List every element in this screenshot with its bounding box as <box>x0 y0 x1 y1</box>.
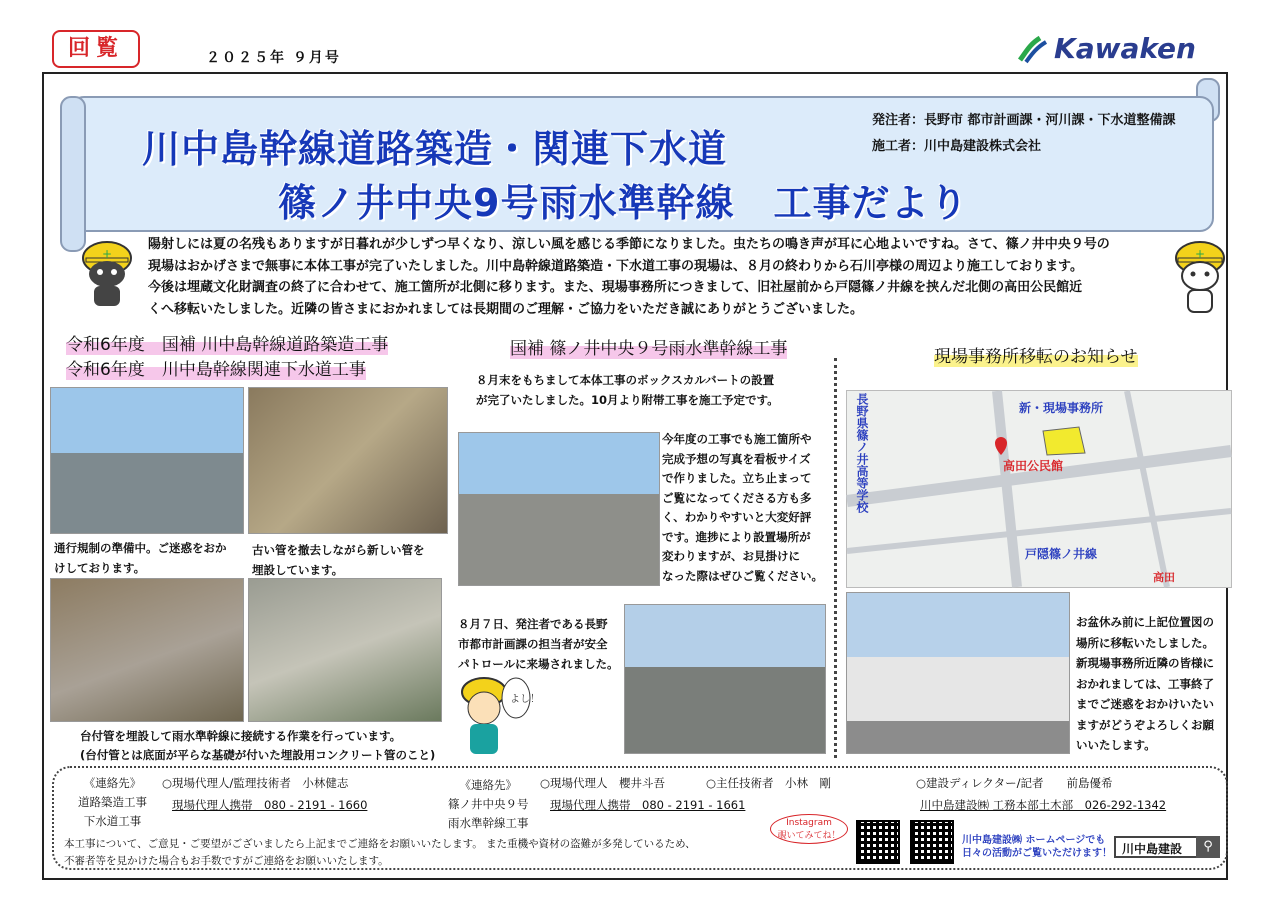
col2-text-2: 今年度の工事でも施工箇所や 完成予想の写真を看板サイズ で作りました。立ち止まって ご覧になってくださる方も多 く、わかりやすいと大変好評 です。進捗により設置場所が 変わりますが、お見掛けに なった際はぜひご覧ください。 <box>662 432 823 583</box>
contact-b-phone[interactable]: 現場代理人携帯 080 - 2191 - 1661 <box>550 798 746 812</box>
contractor: 施工者：川中島建設株式会社 <box>872 139 1042 154</box>
logo-text: Kawaken <box>1054 32 1196 65</box>
photo-base-pipe <box>50 578 244 722</box>
issuer: 発注者：長野市 都市計画課・河川課・下水道整備課 <box>872 113 1176 128</box>
caption-pipe: 古い管を撤去しながら新しい管を 埋設しています。 <box>252 543 425 577</box>
circulation-badge: 回覧 <box>52 30 140 68</box>
map-label-school <box>855 393 868 513</box>
contact-note: 本工事について、ご意見・ご要望がございましたら上記までご連絡をお願いいたします。 また重機や資材の盗難が多発しているため、 不審者等を見かけた場合もお手数ですがご連絡をお願いいたします。 <box>64 838 696 867</box>
photo-pipe-replacement <box>248 387 448 534</box>
instagram-bubble: Instagram 覗いてみてね！ <box>770 814 848 844</box>
intro-line: 陽射しには夏の名残もありますが日暮れが少しずつ早くなり、涼しい風を感じる季節になりました。虫たちの鳴き声が耳に心地よいですね。さて、篠ノ井中央９号の <box>148 237 1110 252</box>
title-line-2: 篠ノ井中央9号雨水準幹線 工事だより <box>278 181 969 225</box>
caption-base-pipe: 台付管を埋設して雨水準幹線に接続する作業を行っています。 <box>80 729 402 743</box>
contact-a-label: 《連絡先》 道路築造工事 下水道工事 <box>78 776 147 828</box>
banner-scroll-left <box>60 96 86 252</box>
map-label-pref: 長野県 <box>855 393 869 429</box>
column-divider <box>834 358 837 758</box>
intro-line: くへ移転いたしました。近隣の皆さまにおかれましては長期間のご理解・ご協力をいただき誠にありがとうございました。 <box>148 301 864 317</box>
contact-a-phone[interactable]: 現場代理人携帯 080 - 2191 - 1660 <box>172 798 368 812</box>
contact-b-person-2: ○主任技術者 小林 剛 <box>706 776 832 790</box>
caption-traffic: 通行規制の準備中。ご迷惑をおか けしております。 <box>54 541 227 575</box>
search-icon[interactable]: ⚲ <box>1196 836 1220 858</box>
svg-text:+: + <box>1195 247 1206 261</box>
col1-heading-1: 令和6年度 国補 川中島幹線道路築造工事 <box>66 335 389 355</box>
map-label-office: 新・現場事務所 <box>1019 401 1104 415</box>
homepage-qr-code[interactable] <box>910 820 954 864</box>
intro-line: 現場はおかげさまで無事に本体工事が完了いたしました。川中島幹線道路築造・下水道工事の現場は、８月の終わりから石川亭様の周辺より施工しております。 <box>148 258 1083 274</box>
map-label-road: 戸隠篠ノ井線 <box>1025 547 1098 561</box>
search-input[interactable]: 川中島建設 <box>1114 836 1218 858</box>
issue-date: ２０２５年 ９月号 <box>206 50 341 66</box>
location-map <box>846 390 1232 588</box>
intro-line: 今後は埋蔵文化財調査の終了に合わせて、施工箇所が北側に移ります。また、現場事務所につきまして、旧社屋前から戸隠篠ノ井線を挟んだ北側の高田公民館近 <box>148 280 1083 295</box>
map-label-town: 高田 <box>1153 571 1175 584</box>
mascot-cat-right-icon <box>1168 236 1232 316</box>
mascot-cat-left-icon <box>76 236 138 310</box>
logo-mark-icon <box>1016 34 1050 66</box>
contact-a-person: ○現場代理人/監理技術者 小林健志 <box>162 776 349 790</box>
col2-heading: 国補 篠ノ井中央９号雨水準幹線工事 <box>510 339 788 359</box>
svg-text:+: + <box>102 247 113 261</box>
photo-manhole-connection <box>248 578 442 722</box>
col1-heading-2: 令和6年度 川中島幹線関連下水道工事 <box>66 360 366 380</box>
caption-base-pipe-note: (台付管とは底面が平らな基礎が付いた埋設用コンクリート管のこと) <box>80 748 436 762</box>
instagram-qr-code[interactable] <box>856 820 900 864</box>
mascot-worker-icon <box>454 672 540 758</box>
issuer-block <box>872 108 1176 160</box>
homepage-note: 川中島建設㈱ ホームページでも 日々の活動がご覧いただけます！ <box>962 835 1112 859</box>
photo-signboards <box>458 432 660 586</box>
photo-traffic-control <box>50 387 244 534</box>
map-label-hall: 高田公民館 <box>1003 459 1064 473</box>
contact-b-person-1: ○現場代理人 櫻井斗吾 <box>540 776 666 790</box>
title-line-1: 川中島幹線道路築造・関連下水道 <box>142 127 728 171</box>
speech-bubble-text: よし！ <box>510 694 540 705</box>
col2-text-3: ８月７日、発注者である長野 市都市計画課の担当者が安全 パトロールに来場されました。 <box>458 617 619 671</box>
contact-c-phone[interactable]: 川中島建設㈱ 工務本部土木部 026-292-1342 <box>920 798 1167 812</box>
contact-b-label: 《連絡先》 篠ノ井中央９号 雨水準幹線工事 <box>448 778 529 830</box>
intro-text <box>148 234 1144 320</box>
col3-text: お盆休み前に上記位置図の 場所に移転いたしました。 新現場事務所近隣の皆様に おかれましては、工事終了 までご迷惑をおかけいたい ますがどうぞよろしくお願 いいたします。 <box>1076 615 1214 752</box>
col2-text-1: ８月末をもちまして本体工事のボックスカルバートの設置 が完了いたしました。10月より附帯工事を施工予定です。 <box>476 373 779 407</box>
photo-new-office <box>846 592 1070 754</box>
contact-c-person: ○建設ディレクター/記者 前島優希 <box>916 776 1113 790</box>
col3-heading: 現場事務所移転のお知らせ <box>934 347 1138 367</box>
company-logo <box>1016 30 1206 70</box>
photo-safety-patrol <box>624 604 826 754</box>
map-label-school-name: 篠ノ井高等学校 <box>855 429 869 513</box>
